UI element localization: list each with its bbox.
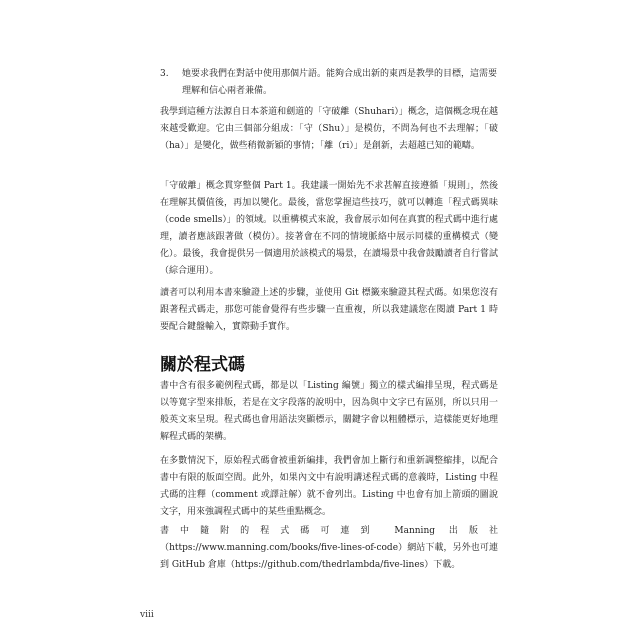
item-text: 她要求我們在對話中使用那個片語。能夠合成出新的東西是教學的目標，這需要理解和信心兩者兼備。: [182, 69, 498, 96]
paragraph-shuhari: 我學到這種方法源自日本茶道和劍道的「守破離（Shuhari）」概念，這個概念現在越來越受歡迎。它由三個部分組成：「守（Shu）」是模仿，不問為何也不去理解；「破（ha）」是變化，做些稍微新穎的事情；「離（ri）」是創新，去超越已知的範疇。: [160, 107, 498, 151]
page-number: viii: [140, 610, 154, 620]
item-number: 3.: [160, 69, 169, 79]
paragraph-listing: 書中含有很多範例程式碼，都是以「Listing 編號」獨立的樣式編排呈現，程式碼是以等寬字型來排版，若是在文字段落的說明中，因為與中文字已有區別，所以只用一般英文來呈現。程式碼也會用語法突顯標示，關鍵字會以粗體標示，這樣能更好地理解程式碼的架構。: [160, 381, 498, 442]
paragraph-part1: 「守破離」概念貫穿整個 Part 1。我建議一開始先不求甚解直接遵循「規則」，然後在理解其價值後，再加以變化。最後，當您掌握這些技巧，就可以轉進「程式碼異味（code smells）」的領域。以重構模式來說，我會展示如何在真實的程式碼中進行處理，讀者應該跟著做（模仿）。接著會在不同的情境脈絡中展示同樣的重構模式（變化）。最後，我會提供另一個適用於該模式的場景，在讀場景中我會鼓勵讀者自行嘗試（綜合運用）。: [160, 181, 498, 276]
paragraph-download: 書中隨附的程式碼可連到 Manning 出版社（https://www.manning.com/books/five-lines-of-code）網站下載，另外也可連到 GitHub 倉庫（https://github.com/thedrlambda/five-lines）下載。: [160, 526, 498, 570]
paragraph-git-tags: 讀者可以利用本書來驗證上述的步驟，並使用 Git 標籤來驗證其程式碼。如果您沒有跟著程式碼走，那您可能會覺得有些步驟一直重複，所以我建議您在閱讀 Part 1 時要配合鍵盤輸入，實際動手實作。: [160, 288, 498, 332]
section-heading: 關於程式碼: [160, 355, 245, 375]
paragraph-reformat: 在多數情況下，原始程式碼會被重新編排，我們會加上斷行和重新調整縮排，以配合書中有限的版面空間。此外，如果內文中有說明講述程式碼的意義時，Listing 中程式碼的注釋（comment 或譯註解）就不會列出。Listing 中也會有加上箭頭的圖說文字，用來強調程式碼中的某些重點概念。: [160, 456, 498, 517]
